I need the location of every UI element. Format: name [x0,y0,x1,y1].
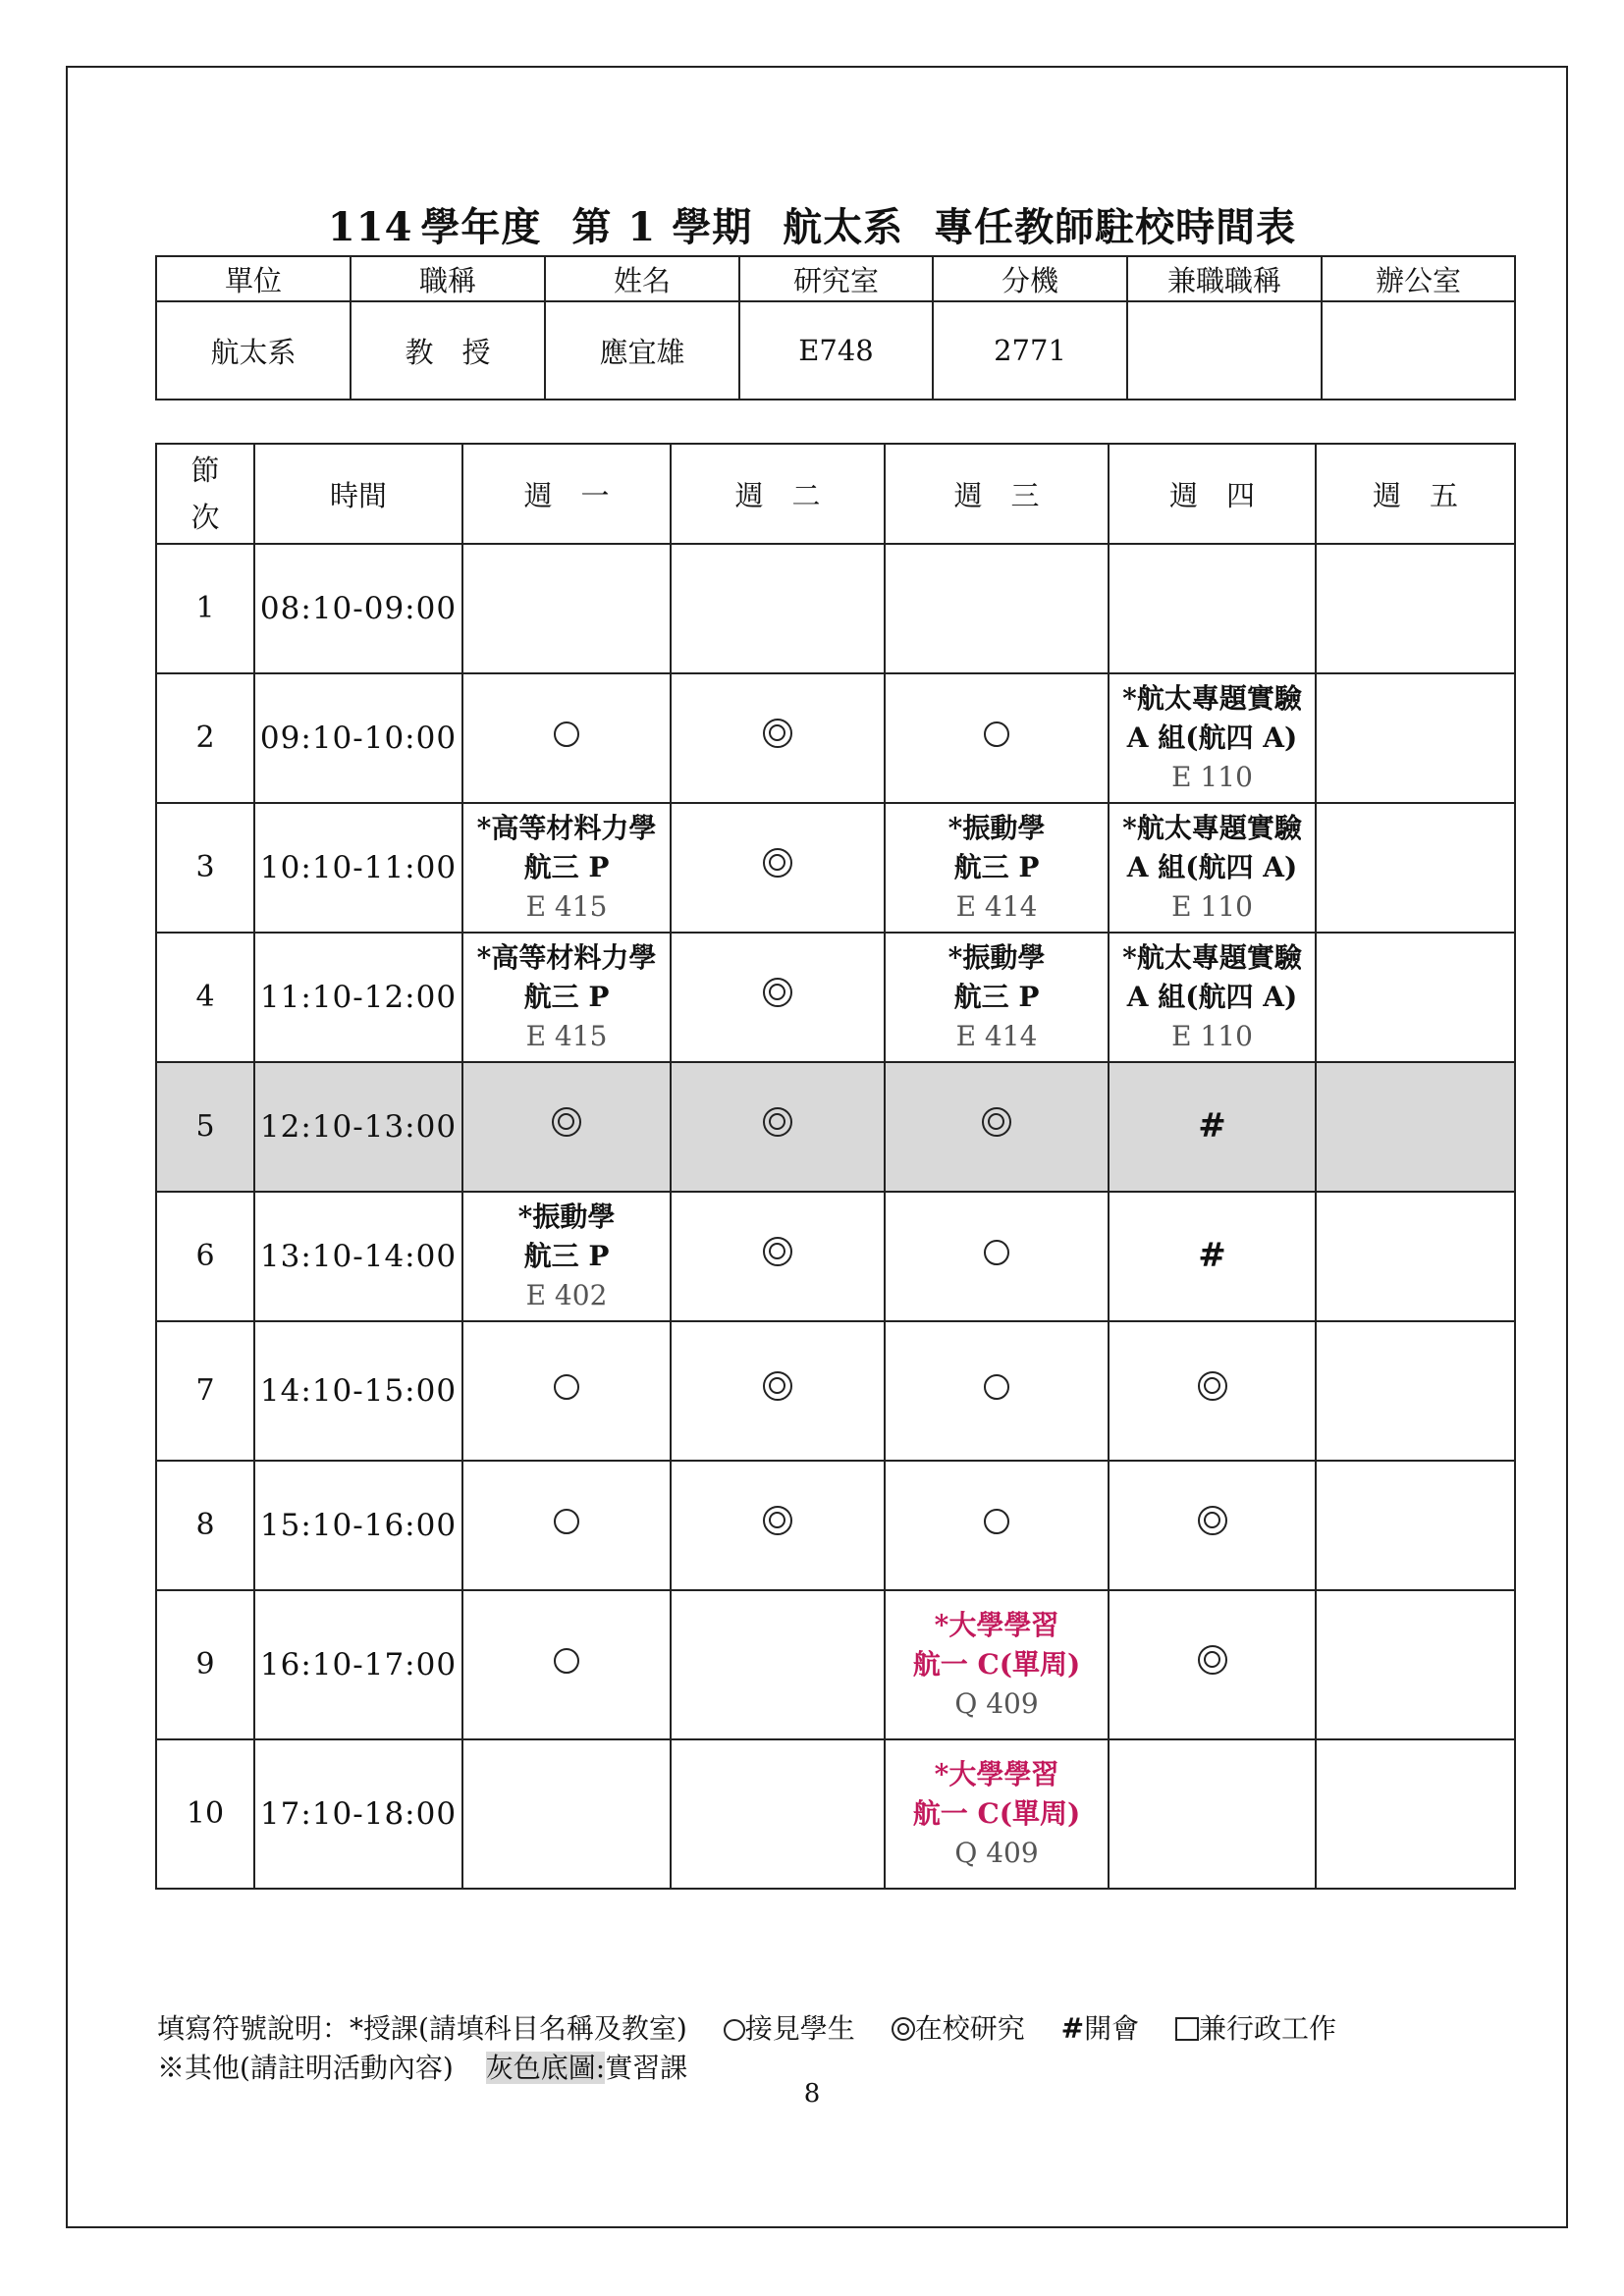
slot-thu [1109,1739,1316,1889]
course-room: E 110 [1171,1020,1253,1052]
info-lab: E748 [739,301,933,400]
course-room: E 415 [525,1020,608,1052]
legend-gray-value: 實習課 [605,2052,688,2084]
info-header-unit: 單位 [156,256,351,301]
schedule-row [156,673,1515,803]
course-name: *大學學習 [934,1758,1059,1790]
slot-tue [671,1321,885,1461]
legend-line-1 [157,2009,1336,2049]
course-entry [463,809,670,927]
info-header-title: 職稱 [351,256,545,301]
slot-fri [1316,544,1515,673]
course-class: A 組(航四 A) [1126,981,1298,1013]
period-number: 5 [156,1062,254,1192]
period-number: 4 [156,933,254,1062]
course-class: 航三 P [523,981,610,1013]
slot-wed [885,673,1109,803]
title-term-prefix: 第 [571,204,613,250]
course-class: 航一 C(單周) [912,1648,1081,1681]
info-header-concurrent-title: 兼職職稱 [1127,256,1322,301]
slot-fri [1316,803,1515,933]
period-time: 14:10-15:00 [254,1321,462,1461]
course-class: 航三 P [953,851,1040,883]
slot-wed [885,1321,1109,1461]
legend-gray-label: 灰色底圖: [485,2052,606,2084]
title-term-suffix: 學期 [672,204,753,250]
period-time: 15:10-16:00 [254,1461,462,1590]
schedule-header-row [156,444,1515,544]
header-wed: 週 三 [885,444,1109,544]
course-name: *航太專題實驗 [1122,812,1302,844]
circle-icon [554,1374,579,1400]
slot-mon [462,1321,671,1461]
period-time: 08:10-09:00 [254,544,462,673]
legend-other: ※其他(請註明活動內容) [157,2052,454,2084]
slot-wed [885,1192,1109,1321]
info-concurrent-title [1127,301,1322,400]
double-circle-icon [763,1237,792,1266]
circle-icon [984,1374,1009,1400]
course-entry [886,809,1108,927]
slot-thu [1109,1192,1316,1321]
course-entry [1110,938,1315,1056]
period-number: 9 [156,1590,254,1739]
info-header-lab: 研究室 [739,256,933,301]
period-number: 8 [156,1461,254,1590]
slot-thu [1109,1321,1316,1461]
teacher-info-table [155,255,1516,400]
info-header-name: 姓名 [545,256,739,301]
slot-fri [1316,1321,1515,1461]
period-time: 11:10-12:00 [254,933,462,1062]
slot-wed [885,1062,1109,1192]
course-name: *航太專題實驗 [1122,682,1302,715]
square-icon [1175,2017,1199,2041]
page-number: 8 [803,2079,821,2109]
slot-thu [1109,673,1316,803]
legend-hash-label: 開會 [1084,2012,1140,2045]
header-period-label: 節次 [190,454,220,534]
schedule-row [156,1461,1515,1590]
circle-icon [554,1648,579,1674]
schedule-row [156,1062,1515,1192]
course-name: *高等材料力學 [476,941,657,974]
schedule-row [156,1739,1515,1889]
circle-icon [554,721,579,747]
double-circle-icon [982,1107,1011,1137]
info-title: 教 授 [351,301,545,400]
course-entry [886,938,1108,1056]
period-number: 3 [156,803,254,933]
slot-thu [1109,1461,1316,1590]
slot-fri [1316,1590,1515,1739]
legend-circle-label: 接見學生 [744,2012,855,2045]
period-time: 13:10-14:00 [254,1192,462,1321]
schedule-row [156,1321,1515,1461]
slot-wed [885,933,1109,1062]
legend-prefix: 填寫符號說明：*授課(請填科目名稱及教室) [157,2012,687,2045]
course-class: 航一 C(單周) [912,1797,1081,1830]
slot-thu [1109,803,1316,933]
info-value-row [156,301,1515,400]
slot-fri [1316,933,1515,1062]
title-name: 專任教師駐校時間表 [934,204,1297,250]
slot-tue [671,544,885,673]
slot-wed [885,1590,1109,1739]
course-class: 航三 P [523,1240,610,1272]
hash-icon: # [1198,1106,1226,1146]
course-room: Q 409 [954,1687,1039,1720]
double-circle-icon [892,2017,915,2041]
course-room: E 402 [525,1279,608,1311]
period-time: 10:10-11:00 [254,803,462,933]
info-name: 應宜雄 [545,301,739,400]
slot-tue [671,1739,885,1889]
info-header-office: 辦公室 [1322,256,1515,301]
slot-mon [462,1192,671,1321]
header-period [156,444,254,544]
period-number: 6 [156,1192,254,1321]
slot-wed [885,1461,1109,1590]
info-ext: 2771 [933,301,1127,400]
header-time: 時間 [254,444,462,544]
course-entry [886,1755,1108,1873]
circle-icon [724,2019,745,2041]
legend-box-label: 兼行政工作 [1199,2012,1337,2045]
course-entry [1110,679,1315,797]
header-tue: 週 二 [671,444,885,544]
slot-mon [462,1590,671,1739]
course-name: *振動學 [947,812,1046,844]
legend-hash [1061,2012,1139,2045]
slot-tue [671,1461,885,1590]
slot-wed [885,1739,1109,1889]
header-mon: 週 一 [462,444,671,544]
course-name: *航太專題實驗 [1122,941,1302,974]
slot-tue [671,803,885,933]
course-name: *大學學習 [934,1609,1059,1641]
course-entry [886,1606,1108,1724]
hash-icon: # [1060,2012,1085,2045]
slot-mon [462,1062,671,1192]
double-circle-icon [763,719,792,748]
title-term: 1 [627,204,657,250]
schedule-row [156,1192,1515,1321]
slot-tue [671,933,885,1062]
double-circle-icon [763,978,792,1007]
header-fri: 週 五 [1316,444,1515,544]
hash-icon: # [1198,1236,1226,1275]
slot-mon [462,1461,671,1590]
period-time: 12:10-13:00 [254,1062,462,1192]
period-number: 1 [156,544,254,673]
course-room: E 110 [1171,890,1253,923]
circle-icon [984,1509,1009,1534]
course-room: E 414 [955,1020,1038,1052]
course-class: A 組(航四 A) [1126,721,1298,754]
double-circle-icon [1198,1645,1227,1675]
slot-tue [671,673,885,803]
legend [157,2009,1336,2088]
course-name: *高等材料力學 [476,812,657,844]
course-entry [463,938,670,1056]
course-name: *振動學 [517,1201,616,1233]
slot-mon [462,1739,671,1889]
slot-wed [885,803,1109,933]
course-room: E 414 [955,890,1038,923]
double-circle-icon [763,1107,792,1137]
slot-thu [1109,1590,1316,1739]
period-time: 17:10-18:00 [254,1739,462,1889]
title-year: 114 [327,204,413,250]
double-circle-icon [552,1107,581,1137]
slot-mon [462,544,671,673]
slot-thu [1109,544,1316,673]
page-title [0,196,1624,252]
slot-fri [1316,1062,1515,1192]
course-room: Q 409 [954,1837,1039,1869]
schedule-row [156,1590,1515,1739]
period-number: 7 [156,1321,254,1461]
double-circle-icon [1198,1506,1227,1535]
legend-box [1175,2012,1336,2045]
double-circle-icon [1198,1371,1227,1401]
slot-tue [671,1062,885,1192]
course-class: A 組(航四 A) [1126,851,1298,883]
schedule-row [156,544,1515,673]
info-header-row [156,256,1515,301]
slot-mon [462,673,671,803]
course-entry [463,1198,670,1315]
course-room: E 415 [525,890,608,923]
info-office [1322,301,1515,400]
circle-icon [554,1509,579,1534]
slot-mon [462,933,671,1062]
course-room: E 110 [1171,761,1253,793]
legend-dcircle [892,2012,1025,2045]
slot-tue [671,1192,885,1321]
period-time: 16:10-17:00 [254,1590,462,1739]
legend-dcircle-label: 在校研究 [914,2012,1025,2045]
double-circle-icon [763,848,792,878]
course-name: *振動學 [947,941,1046,974]
slot-fri [1316,1739,1515,1889]
circle-icon [984,1240,1009,1265]
slot-mon [462,803,671,933]
slot-fri [1316,1192,1515,1321]
slot-fri [1316,1461,1515,1590]
slot-thu [1109,1062,1316,1192]
title-dept: 航太系 [783,204,904,250]
legend-circle [724,2012,855,2045]
course-class: 航三 P [523,851,610,883]
period-time: 09:10-10:00 [254,673,462,803]
info-unit: 航太系 [156,301,351,400]
circle-icon [984,721,1009,747]
schedule-row [156,803,1515,933]
double-circle-icon [763,1371,792,1401]
course-class: 航三 P [953,981,1040,1013]
info-header-ext: 分機 [933,256,1127,301]
period-number: 2 [156,673,254,803]
period-number: 10 [156,1739,254,1889]
slot-thu [1109,933,1316,1062]
schedule-table [155,443,1516,1890]
slot-fri [1316,673,1515,803]
title-year-suffix: 學年度 [420,204,542,250]
header-thu: 週 四 [1109,444,1316,544]
course-entry [1110,809,1315,927]
double-circle-icon [763,1506,792,1535]
slot-tue [671,1590,885,1739]
slot-wed [885,544,1109,673]
schedule-row [156,933,1515,1062]
